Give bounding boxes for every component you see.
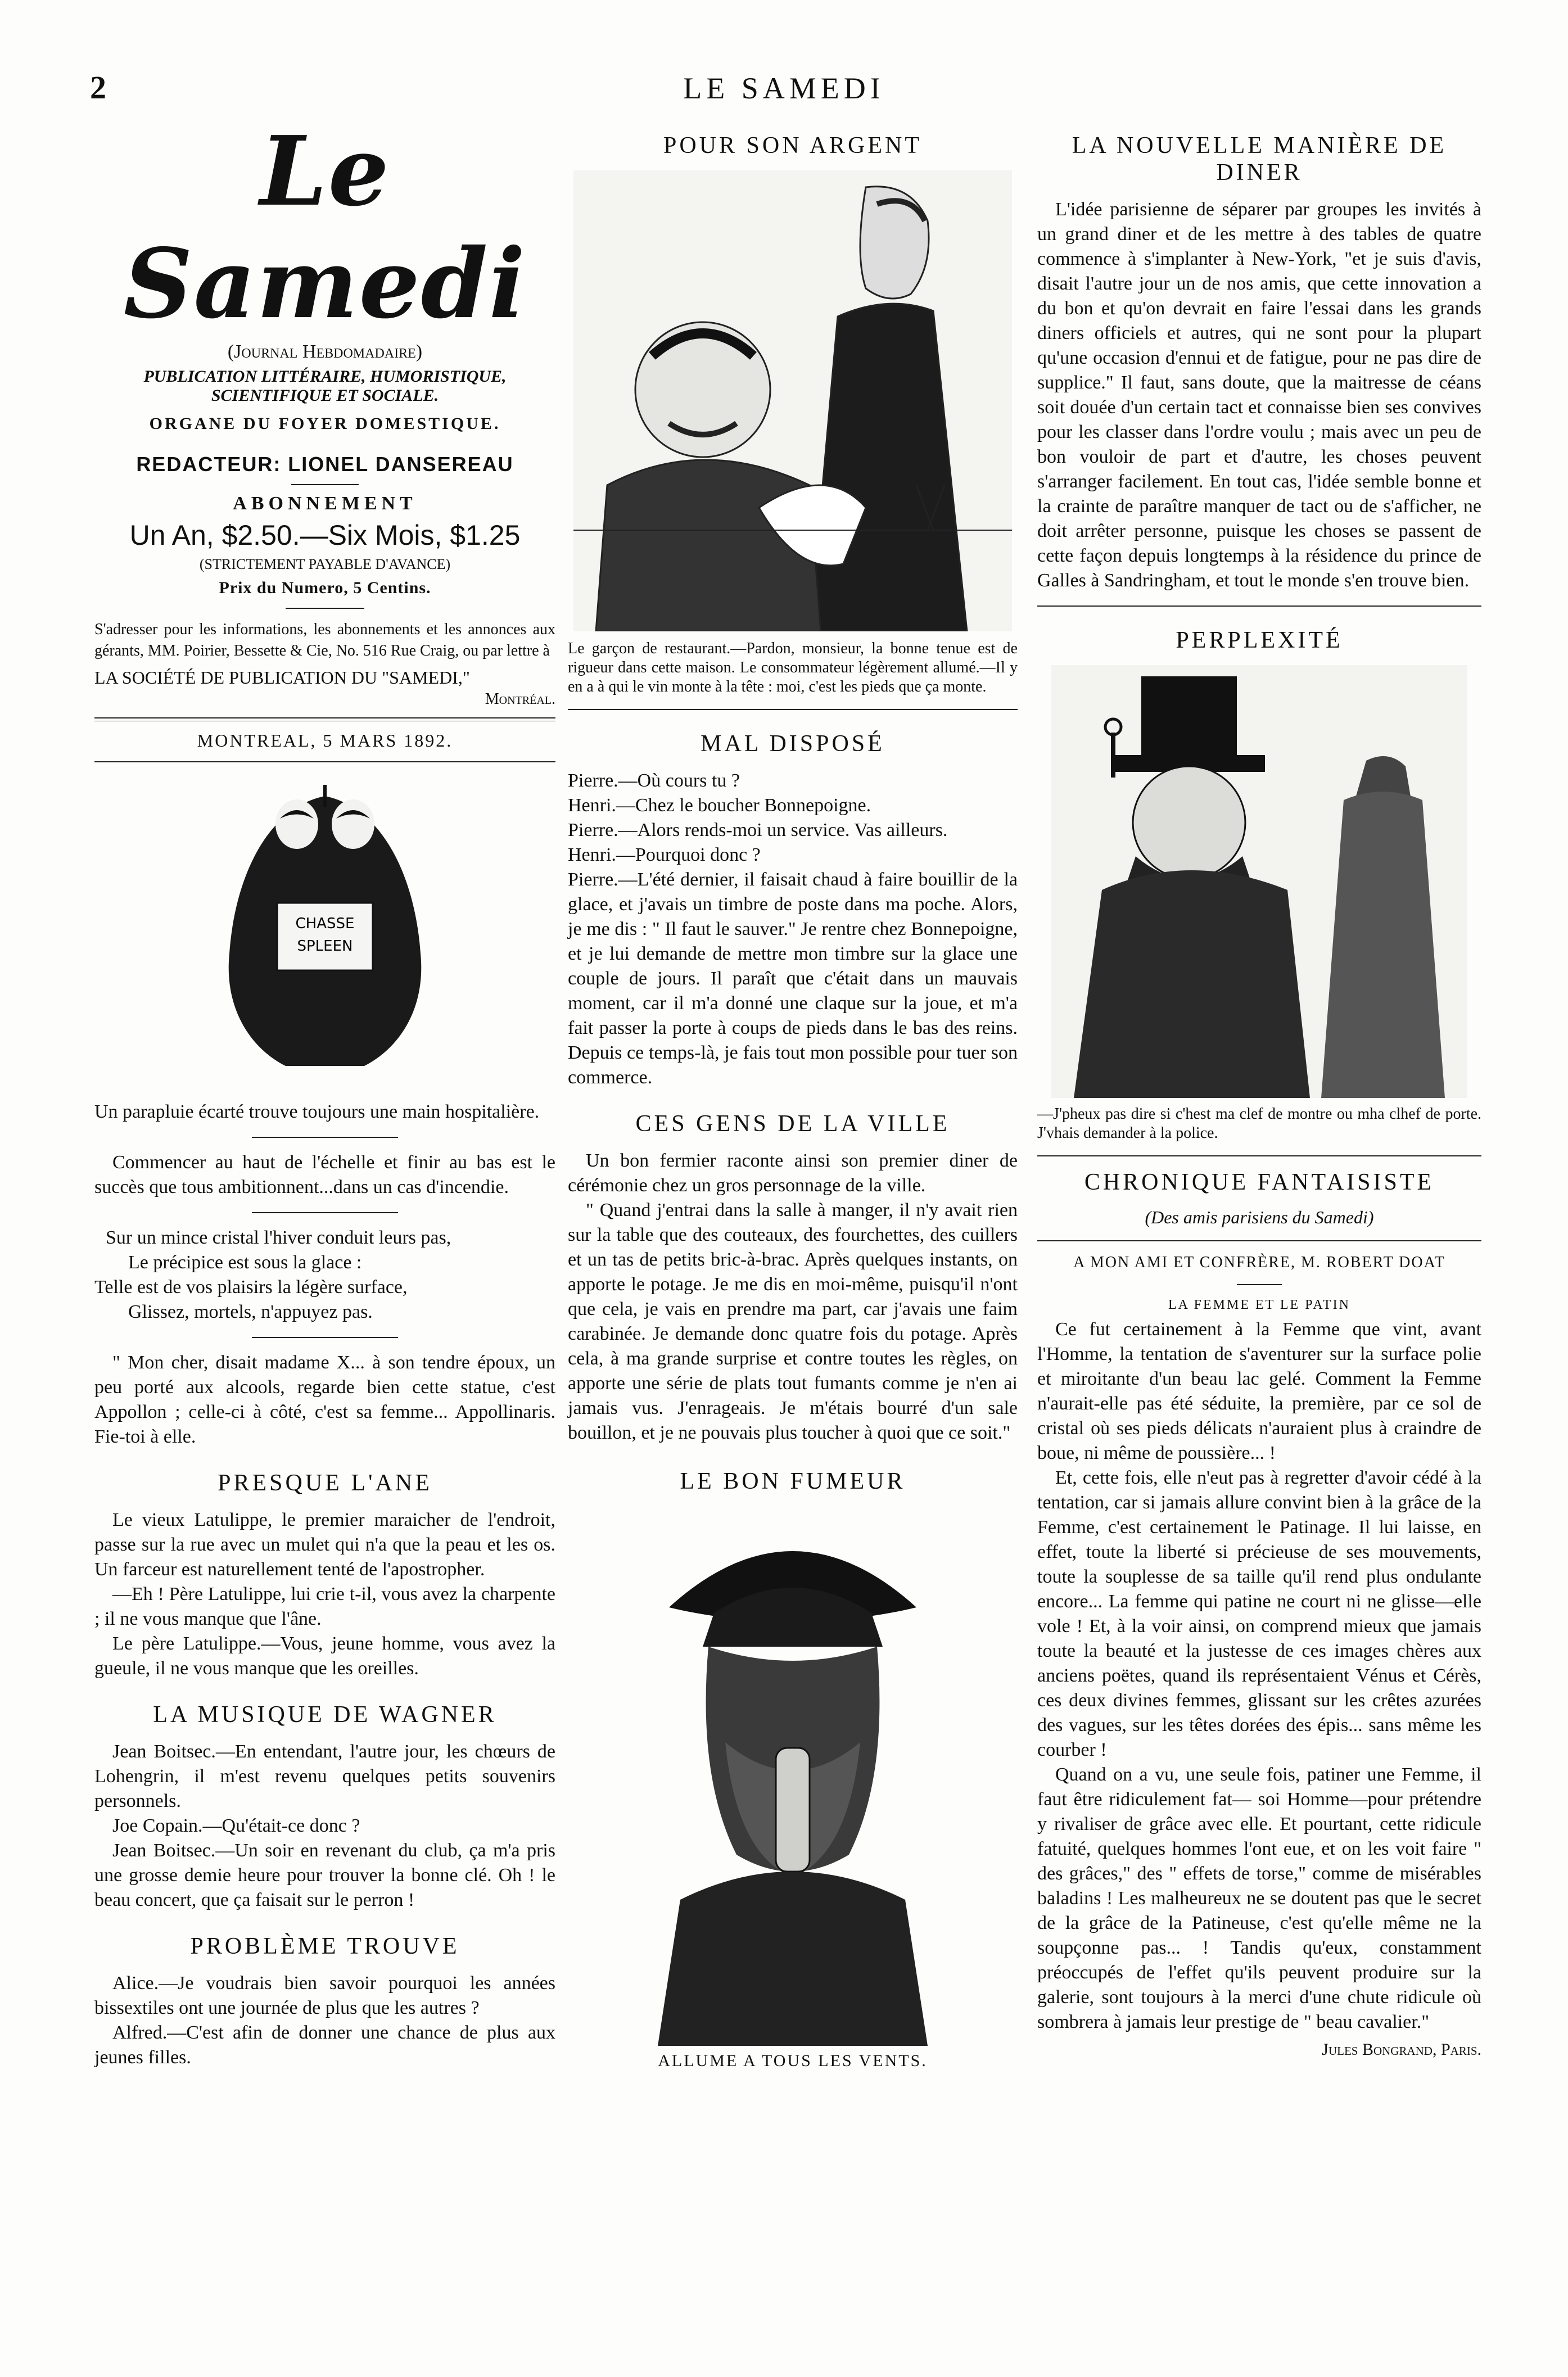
mal-para: Pierre.—Alors rends-moi un service. Vas ailleurs. — [568, 820, 948, 840]
heading-wagner: LA MUSIQUE DE WAGNER — [153, 1702, 497, 1728]
divider — [252, 1137, 398, 1138]
running-head: LE SAMEDI — [683, 71, 885, 105]
gens-para: " Quand j'entrai dans la salle à manger, il n'y avait rien sur la table que des couteaux, des fourchettes, des cuillers et un tas de petits bric-à-brac. Après quelques instants, on apporte le potage. Je me dis en moi-même, puisqu'il n'ont que cela, je vais en prendre ma part, car j'avais une faim carabinée. Je demande donc quatre fois du potage. Après cela, à ma grande surprise et contre toutes les règles, on apporte une série de plats tout fumants comme je n'en ai jamais vus. J'enrageais. Je m'étais bourré d'un sale bouillon, et je ne pouvais plus toucher à quoi que ce soit." — [568, 1200, 1018, 1443]
divider — [1037, 605, 1481, 607]
chronique-dedication: A MON AMI ET CONFRÈRE, M. ROBERT DOAT — [1073, 1254, 1445, 1271]
heading-nouvelle-maniere: LA NOUVELLE MANIÈRE DE DINER — [1072, 133, 1447, 186]
wagner-para: Jean Boitsec.—En entendant, l'autre jour, les chœurs de Lohengrin, il m'est revenu quelques petits souvenirs personnels. — [94, 1741, 555, 1811]
chronique-para: Quand on a vu, une seule fois, patiner une Femme, il faut être ridiculement fat— soi Homme—pour prétendre y rivaliser de grâce avec elle. Et pourtant, cette ridicule fatuité, quelques hommes l'ont eue, et on les voit faire " des grâces," des " effets de torse," comme de misérables baladins ! Les malheureux ne se doutent pas que le secret de la grâce de la Patineuse, c'est qu'elle même ne la soupçonne pas... ! Tandis qu'eux, constamment préoccupés de l'effet qu'ils peuvent produire sur la galerie, sont toujours à la merci d'une chute ridicule où sombrera à jamais leur prestige de " beau cavalier." — [1037, 1764, 1481, 2032]
presque-para: —Eh ! Père Latulippe, lui crie t-il, vous avez la charpente ; il ne vous manque que l'âne. — [94, 1584, 555, 1629]
umbrella-caption: Un parapluie écarté trouve toujours une main hospitalière. — [94, 1101, 540, 1122]
column-left — [94, 115, 555, 2070]
chronique-section: LA FEMME ET LE PATIN — [1168, 1298, 1351, 1312]
gens-para: Un bon fermier raconte ainsi son premier diner de cérémonie chez un gros personnage de la ville. — [568, 1150, 1018, 1196]
drunk-illustration — [1051, 665, 1467, 1098]
page-number: 2 — [90, 69, 106, 106]
mal-para: Henri.—Chez le boucher Bonnepoigne. — [568, 795, 871, 816]
drunk-caption: —J'pheux pas dire si c'hest ma clef de montre ou mha clhef de porte. J'vhais demander à la police. — [1037, 1105, 1481, 1142]
wagner-para: Joe Copain.—Qu'était-ce donc ? — [112, 1815, 360, 1836]
masthead-address: S'adresser pour les informations, les abonnements et les annonces aux gérants, MM. Poirier, Bessette & Cie, No. 516 Rue Craig, ou par lettre à — [94, 621, 555, 659]
divider — [252, 1212, 398, 1213]
divider — [94, 761, 555, 762]
chronique-para: Ce fut certainement à la Femme que vint, avant l'Homme, la tentation de s'aventurer sur la surface polie et miroitante d'un beau lac gelé. Comment la Femme n'aurait-elle pas été séduite, la première, par ce sol de cristal où ses pieds délicats n'auraient plus à craindre de boue, ni même de poussière... ! — [1037, 1319, 1481, 1463]
poem-line: Le précipice est sous la glace : — [128, 1252, 362, 1273]
issue-price: Prix du Numero, 5 Centins. — [219, 579, 431, 597]
divider — [1037, 1240, 1481, 1241]
poem — [94, 1226, 555, 1325]
heading-pour-son-argent: POUR SON ARGENT — [663, 133, 923, 159]
divider — [1037, 1155, 1481, 1156]
heading-mal-dispose: MAL DISPOSÉ — [701, 731, 885, 757]
poem-line: Sur un mince cristal l'hiver conduit leurs pas, — [106, 1227, 451, 1248]
masthead-society: LA SOCIÉTÉ DE PUBLICATION DU "SAMEDI," — [94, 667, 470, 688]
mal-para: Pierre.—L'été dernier, il faisait chaud à faire bouillir de la glace, et j'avais un timbre de poste dans ma poche. Alors, je me dis : " Il faut le sauver." Je rentre chez Bonnepoigne, et je lui demande de mettre mon timbre sur la glace une couple de jours. Il paraît que c'était dans un mauvais moment, car il m'a donné une claque sur la joue, et m'a fait passer la porte à coups de pieds dans le bas des reins. Depuis ce temps-là, je fais tout mon possible pour tuer son commerce. — [568, 869, 1018, 1088]
column-right — [1037, 121, 1481, 2059]
smoker-illustration — [635, 1506, 950, 2046]
smoker-caption: ALLUME A TOUS LES VENTS. — [658, 2051, 928, 2070]
apollon-joke: " Mon cher, disait madame X... à son tendre époux, un peu porté aux alcools, regarde bien cette statue, c'est Appollon ; celle-ci à côté, c'est sa femme... Appollinaris. Fie-toi à elle. — [94, 1352, 555, 1447]
masthead-city: Montréal. — [485, 690, 555, 708]
heading-presque-lane: PRESQUE L'ANE — [218, 1470, 432, 1496]
umbrella-illustration — [201, 785, 449, 1077]
divider — [286, 608, 364, 609]
poem-line: Telle est de vos plaisirs la légère surface, — [94, 1277, 408, 1298]
svg-text:SPLEEN: SPLEEN — [297, 938, 353, 955]
diner-para: L'idée parisienne de séparer par groupes les invités à un grand diner et de les mettre à des tables de quatre commence à s'implanter à New-York, "et je suis d'avis, disait l'autre jour un de nos amis, que cette innovation a du bon et qu'on devrait en faire l'essai dans les grands diners officiels et autres, qui ne sont pour la plupart qu'une occasion d'ennui et de fatigue, pour ne pas dire de supplice." Il faut, sans doute, que la maitresse de céans soit douée d'un certain tact et connaisse bien ses convives pour les classer dans l'ordre voulu ; mais avec un peu de bon vouloir de part et d'autre, les choses peuvent s'arranger facilement. En tout cas, l'idée semble bonne et la crainte de paraître manquer de tact ou de s'afficher, ne doit arrêter personne, puisque les choses se passent de cette façon depuis longtemps à la résidence du prince de Galles à Sandringham, et tout le monde s'en trouve bien. — [1037, 199, 1481, 591]
mal-para: Pierre.—Où cours tu ? — [568, 770, 740, 791]
probleme-para: Alice.—Je voudrais bien savoir pourquoi les années bissextiles ont une journée de plus que les autres ? — [94, 1973, 555, 2018]
restaurant-illustration — [573, 170, 1012, 631]
masthead-organ: ORGANE DU FOYER DOMESTIQUE. — [149, 414, 501, 433]
double-rule — [94, 717, 555, 721]
probleme-para: Alfred.—C'est afin de donner une chance de plus aux jeunes filles. — [94, 2022, 555, 2068]
column-middle — [568, 121, 1018, 2071]
heading-probleme: PROBLÈME TROUVE — [190, 1933, 460, 1959]
divider — [291, 484, 359, 485]
dateline: MONTREAL, 5 MARS 1892. — [197, 730, 453, 751]
heading-gens-de-la-ville: CES GENS DE LA VILLE — [635, 1111, 950, 1137]
masthead-title: Le Samedi — [123, 115, 527, 340]
heading-perplexite: PERPLEXITÉ — [1176, 627, 1343, 653]
masthead-editor: REDACTEUR: LIONEL DANSEREAU — [136, 453, 514, 476]
svg-text:CHASSE: CHASSE — [295, 915, 355, 932]
heading-bon-fumeur: LE BON FUMEUR — [680, 1468, 906, 1494]
presque-para: Le vieux Latulippe, le premier maraicher de l'endroit, passe sur la rue avec un mulet qui n'a que la peau et les os. Un farceur est naturellement tenté de l'apostropher. — [94, 1510, 555, 1580]
divider — [252, 1337, 398, 1338]
mal-para: Henri.—Pourquoi donc ? — [568, 844, 761, 865]
divider — [568, 709, 1018, 710]
subscription-strict: (STRICTEMENT PAYABLE D'AVANCE) — [199, 556, 451, 572]
restaurant-caption: Le garçon de restaurant.—Pardon, monsieur, la bonne tenue est de rigueur dans cette maison. Le consommateur légèrement allumé.—Il y en a à qui le vin monte à la tête : moi, c'est les pieds que ça monte. — [568, 640, 1018, 695]
chronique-para: Et, cette fois, elle n'eut pas à regretter d'avoir cédé à la tentation, car si jamais allure convint bien à la grâce de la Femme, c'est certainement le Patinage. Il lui laisse, en effet, toute la liberté si précieuse de ses mouvements, toute la souplesse de sa taille qu'il rend plus ondulante encore... La femme qui patine ne court ni ne glisse—elle vole ! Et, à la voir ainsi, on comprend mieux que jamais toute la beauté et la justesse de ces images chères aux anciens poëtes, quand ils représentaient Vénus et Cérès, ces deux divines femmes, glissant sur les crêtes azurées des vagues, sur les têtes dorées des épis... sans même les courber ! — [1037, 1467, 1481, 1760]
chronique-signature: Jules Bongrand, Paris. — [1322, 2040, 1481, 2059]
chronique-subtitle: (Des amis parisiens du Samedi) — [1145, 1207, 1374, 1227]
divider — [1237, 1284, 1282, 1285]
ladder-joke: Commencer au haut de l'échelle et finir au bas est le succès que tous ambitionnent...dans un cas d'incendie. — [94, 1152, 555, 1197]
masthead-subtitle: (Journal Hebdomadaire) — [227, 341, 423, 362]
presque-para: Le père Latulippe.—Vous, jeune homme, vous avez la gueule, il ne vous manque que les oreilles. — [94, 1633, 555, 1679]
poem-line: Glissez, mortels, n'appuyez pas. — [128, 1302, 373, 1322]
subscription-prices: Un An, $2.50.—Six Mois, $1.25 — [129, 519, 521, 551]
heading-chronique: CHRONIQUE FANTAISISTE — [1084, 1169, 1435, 1195]
wagner-para: Jean Boitsec.—Un soir en revenant du club, ça m'a pris une grosse demie heure pour trouver la bonne clé. Oh ! le beau concert, que ça faisait sur le perron ! — [94, 1840, 555, 1910]
masthead-publication: PUBLICATION LITTÉRAIRE, HUMORISTIQUE, SCIENTIFIQUE ET SOCIALE. — [143, 367, 507, 405]
subscription-head: ABONNEMENT — [233, 493, 417, 514]
